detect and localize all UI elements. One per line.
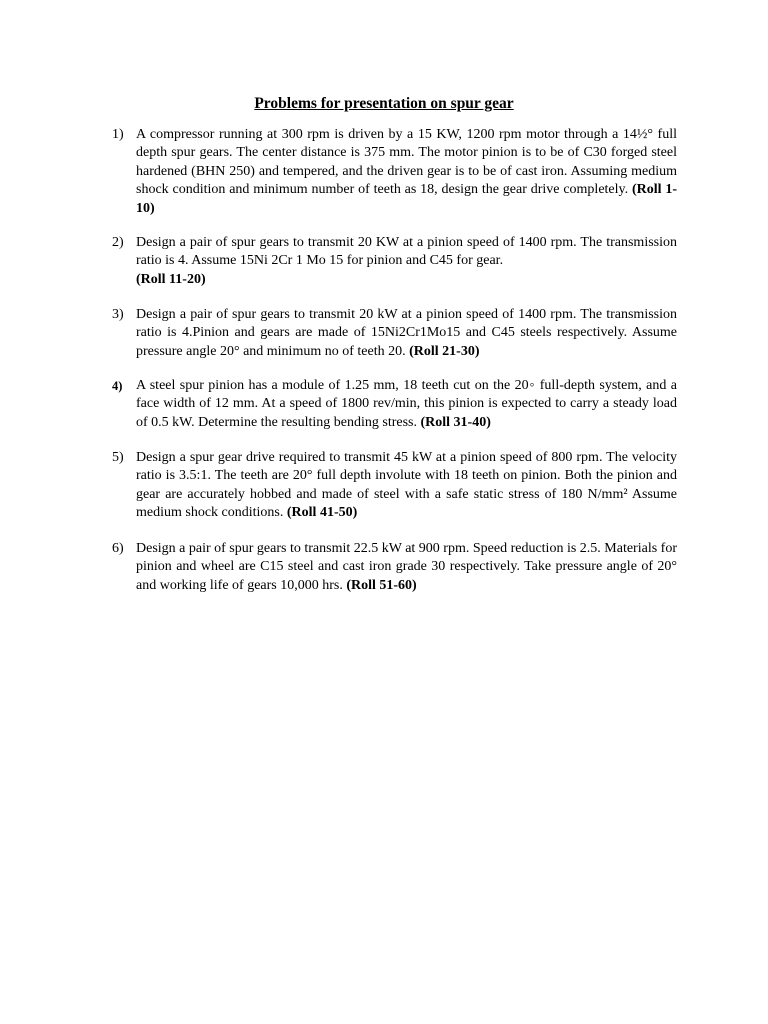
roll-label: (Roll 41-50) — [286, 505, 358, 521]
problem-number: 1) — [112, 127, 124, 142]
problem-text: Design a pair of spur gears to transmit 22.5 kW at 900 rpm. Speed reduction is 2.5. Materials for pinion and wheel are C15 steel and cast iron grade 30 respectively. Take pressure angle of 20° and working life of gears 10,000 hrs. — [136, 541, 677, 593]
problem-number: 4) — [112, 379, 123, 393]
page-title: Problems for presentation on spur gear — [254, 95, 514, 112]
problem-body — [136, 449, 677, 523]
problem-body — [136, 126, 677, 218]
roll-label: (Roll 11-20) — [136, 271, 206, 287]
problem-item-6 — [112, 540, 677, 595]
problem-number: 2) — [112, 235, 124, 250]
problem-body — [136, 540, 677, 595]
problem-text: A steel spur pinion has a module of 1.25 mm, 18 teeth cut on the 20◦ full-depth system, and a face width of 12 mm. At a speed of 1800 rev/min, this pinion is expected to carry a steady load of 0.5 kW. Determine the resulting bending stress. — [136, 378, 677, 430]
problem-text: Design a spur gear drive required to transmit 45 kW at a pinion speed of 800 rpm. The velocity ratio is 3.5:1. The teeth are 20° full depth involute with 18 teeth on pinion. Both the pinion and gear are accurately hobbed and made of steel with a safe static stress of 180 N/mm² Assume medium shock conditions. — [136, 450, 677, 521]
problem-item-5 — [112, 449, 677, 523]
problem-body — [136, 234, 677, 289]
problem-number: 3) — [112, 307, 124, 322]
problem-text: Design a pair of spur gears to transmit 20 KW at a pinion speed of 1400 rpm. The transmission ratio is 4. Assume 15Ni 2Cr 1 Mo 15 for pinion and C45 for gear. — [136, 235, 677, 269]
roll-label: (Roll 51-60) — [346, 577, 417, 593]
problem-number: 5) — [112, 450, 124, 465]
problem-body — [136, 306, 677, 361]
problem-text: A compressor running at 300 rpm is driven by a 15 KW, 1200 rpm motor through a 14½° full depth spur gears. The center distance is 375 mm. The motor pinion is to be of C30 forged steel hardened (BHN 250) and tempered, and the driven gear is to be of cast iron. Assuming medium shock condition and minimum number of teeth as 18, design the gear drive completely. — [136, 127, 677, 198]
problem-item-3 — [112, 306, 677, 361]
roll-label: (Roll 1-10) — [136, 182, 678, 216]
problem-number: 6) — [112, 541, 124, 556]
roll-label: (Roll 31-40) — [420, 414, 491, 430]
problem-body — [136, 377, 677, 432]
problem-text: Design a pair of spur gears to transmit 20 kW at a pinion speed of 1400 rpm. The transmission ratio is 4.Pinion and gears are made of 15Ni2Cr1Mo15 and C45 steels respectively. Assume pressure angle 20° and minimum no of teeth 20. — [136, 307, 677, 359]
problem-item-1 — [112, 126, 677, 218]
roll-label: (Roll 21-30) — [409, 343, 480, 359]
problem-item-4 — [112, 377, 677, 432]
problem-item-2 — [112, 234, 677, 289]
